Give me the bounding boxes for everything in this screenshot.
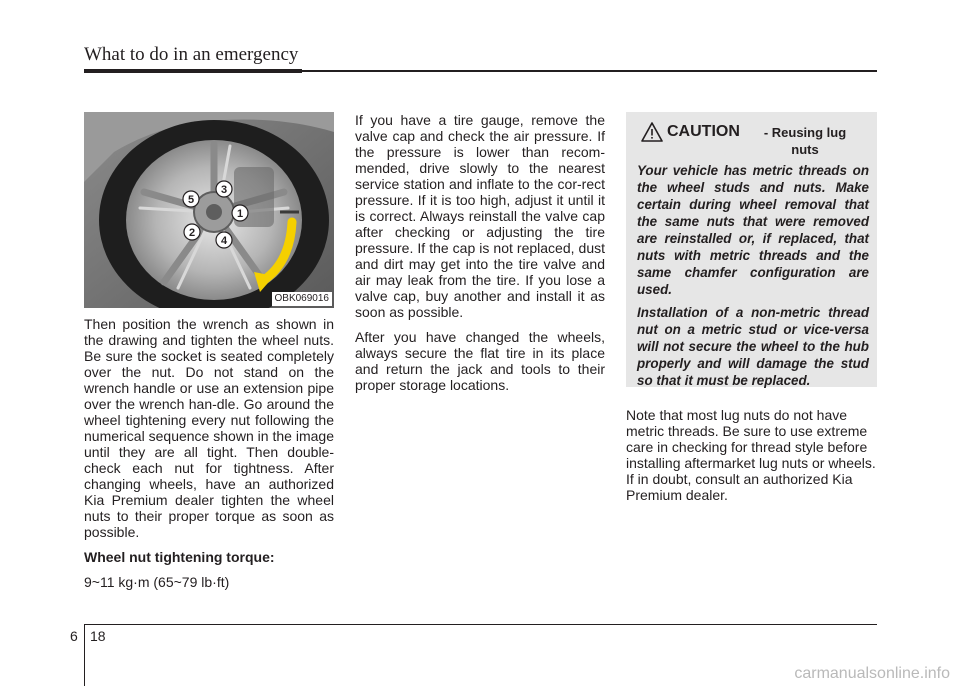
column-3 <box>626 407 878 512</box>
callout-4-label: 4 <box>220 235 228 247</box>
column-1 <box>84 316 334 599</box>
tightening-instructions: Then position the wrench as shown in the drawing and tighten the wheel nuts. Be sure the socket is seated completely over the nut. Do not stand on the wrench handle or use an extension pipe over the wrench han-dle. Go around the wheel tightening every nut following the numerical sequence shown in the image until they are all tight. Then double-check each nut for tightness. After changing wheels, have an authorized Kia Premium dealer tighten the wheel nuts to their proper torque as soon as possible. <box>84 316 334 540</box>
page-number: 18 <box>90 628 106 644</box>
wheel-illustration <box>84 112 334 308</box>
section-title: What to do in an emergency <box>84 44 299 65</box>
caution-paragraph-1: Your vehicle has metric threads on the wheel studs and nuts. Make certain during wheel removal that the same nuts that were removed are reinstalled or, if replaced, that nuts with metric threads and the same chamfer configuration are used. <box>637 163 869 297</box>
callout-1-label: 1 <box>236 208 244 220</box>
wheel-figure <box>84 112 334 308</box>
caution-label: CAUTION <box>667 123 740 140</box>
chapter-number: 6 <box>70 628 78 644</box>
caution-paragraph-2: Installation of a non-metric thread nut on a metric stud or vice-versa will not secure the wheel to the hub properly and will damage the stud so that it must be replaced. <box>637 305 869 388</box>
caution-header <box>637 122 869 162</box>
torque-value: 9~11 kg·m (65~79 lb·ft) <box>84 574 230 590</box>
footer-rule <box>84 624 877 625</box>
callout-5-label: 5 <box>187 194 195 206</box>
warning-triangle-icon <box>641 122 663 142</box>
footer-divider <box>84 624 85 686</box>
tire-pressure-paragraph: If you have a tire gauge, remove the valve cap and check the air pressure. If the pressure is lower than recom-mended, drive slowly to the nearest service station and inflate to the cor-rect pressure. If it is too high, adjust it until it is correct. Always reinstall the valve cap after checking or adjusting the tire pressure. If the cap is not replaced, dust and dirt may get into the tire valve and air may leak from the tire. If you lose a valve cap, buy another and install it as soon as possible. <box>355 112 605 320</box>
header-rule-accent <box>84 69 302 73</box>
callout-3-label: 3 <box>220 184 228 196</box>
torque-heading: Wheel nut tightening torque: <box>84 549 275 565</box>
caution-subtitle: - Reusing lug nuts <box>763 125 847 157</box>
lug-nut-note: Note that most lug nuts do not have metric threads. Be sure to use extreme care in checking for thread style before installing aftermarket lug nuts or wheels. If in doubt, consult an authorized Kia Premium dealer. <box>626 407 876 503</box>
storage-paragraph: After you have changed the wheels, always secure the flat tire in its place and return the jack and tools to their proper storage locations. <box>355 329 605 393</box>
caution-body <box>637 162 869 389</box>
watermark: carmanualsonline.info <box>794 665 950 682</box>
caution-box <box>626 112 877 387</box>
figure-code: OBK069016 <box>272 292 333 306</box>
callout-2-label: 2 <box>188 227 196 239</box>
column-2 <box>355 112 605 402</box>
